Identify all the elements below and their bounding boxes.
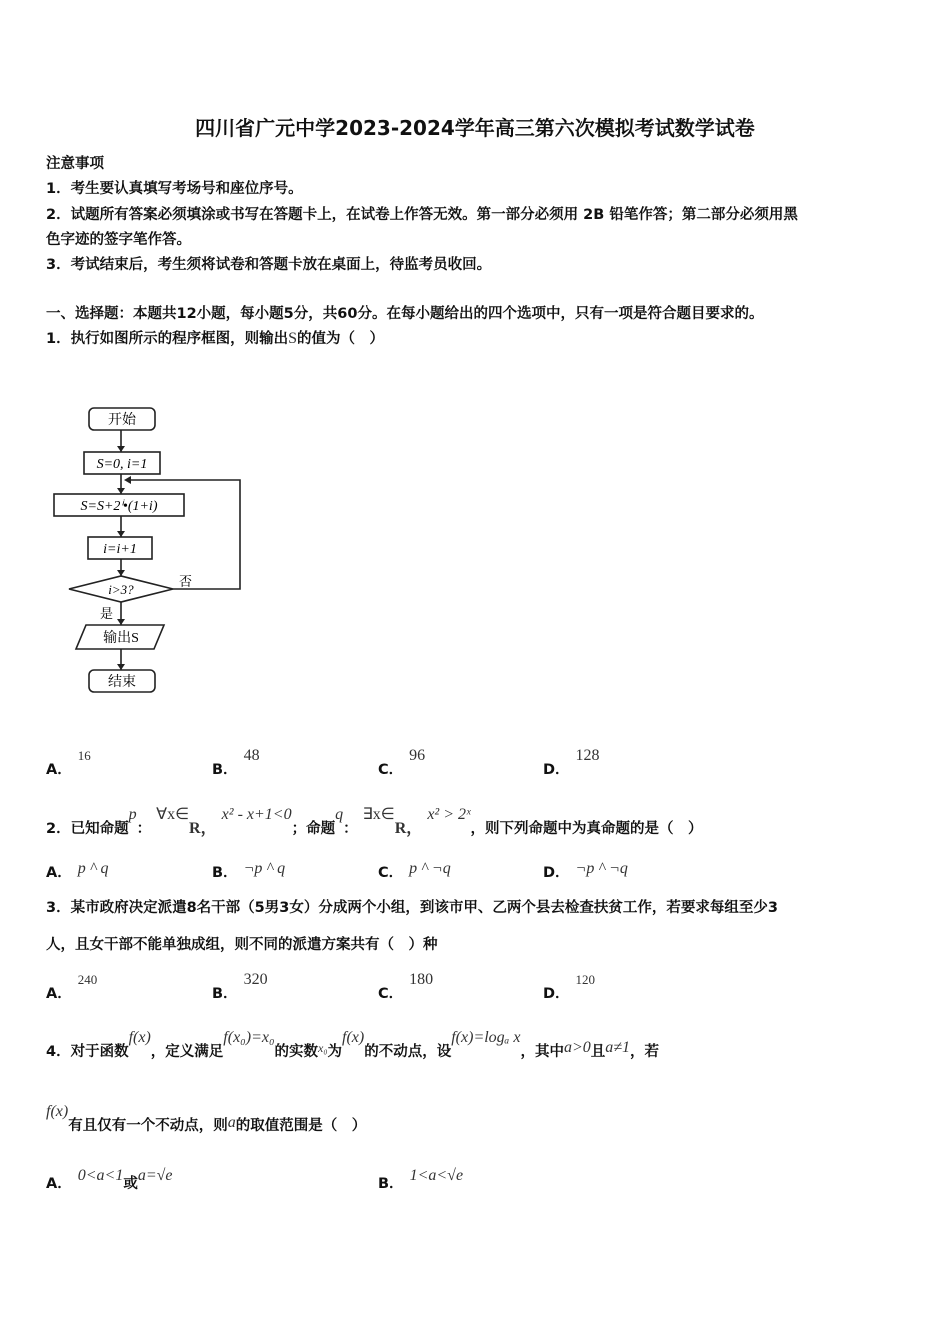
q2-R: R， [189,820,217,837]
q1-option-d[interactable] [543,747,600,779]
option-value: 1<a<√e [409,1167,464,1184]
q2-text: ；命题 [291,821,336,837]
q2-option-c[interactable] [378,861,451,882]
option-value: ¬p ^ ¬q [575,860,628,877]
q4-text: 的不动点，设 [364,1044,452,1060]
q4-math: f(x) [128,1029,151,1046]
q4-text: ，其中 [520,1044,564,1060]
q2-ineq1: x² - x+1<0 [221,806,292,823]
option-label: A． [46,986,72,1002]
q2-option-d[interactable] [543,861,628,882]
q4-math: x₀ [318,1041,328,1055]
flowchart [44,400,254,710]
q4-text: 且 [590,1044,606,1060]
q4-text: ，定义满足 [150,1044,224,1060]
option-label: A． [46,762,72,778]
q4-math: f(x) [342,1029,365,1046]
option-value: 0<a<1 [77,1167,124,1184]
q4-text: 有且仅有一个不动点，则 [68,1118,228,1134]
option-label: B． [212,762,238,778]
question-1 [46,327,384,348]
q4-math: a [227,1114,236,1131]
option-value: 16 [77,748,91,763]
option-label: D． [543,762,570,778]
notes-heading: 注意事项 [46,156,104,172]
flow-no-label: 否 [179,574,193,589]
q1-text: 1．执行如图所示的程序框图，则输出 [46,331,289,347]
q3-option-c[interactable] [378,971,434,1003]
q2-forall: ∀x∈ [156,806,190,823]
flow-start: 开始 [108,413,136,428]
q2-option-b[interactable] [212,861,285,882]
q4-text: 的实数 [274,1044,319,1060]
q4-math: f(x) [46,1103,69,1120]
option-value: 96 [409,747,426,764]
option-value: 128 [575,747,600,764]
q4-math: a>0 [563,1039,591,1056]
q3-option-a[interactable] [46,972,98,1003]
q4-text: 为 [327,1044,343,1060]
flow-output: 输出S [103,631,139,646]
q2-text: 2．已知命题 [46,821,129,837]
q1-var: S [288,330,297,347]
q2-option-a[interactable] [46,861,108,882]
note-item: 色字迹的签字笔作答。 [46,232,191,248]
q1-option-b[interactable] [212,747,260,779]
option-value: a=√e [137,1167,173,1184]
q4-option-b[interactable] [378,1167,464,1193]
flow-increment: i=i+1 [103,542,137,557]
option-value: 180 [409,971,434,988]
page-title: 四川省广元中学2023-2024学年高三第六次模拟考试数学试卷 [195,116,755,140]
q2-ineq2: x² > 2ˣ [427,806,471,823]
option-label: B． [212,986,238,1002]
flow-init: S=0, i=1 [96,457,148,472]
option-label: D． [543,986,570,1002]
q4-text: 4．对于函数 [46,1044,129,1060]
option-value: 240 [77,972,98,987]
q4-text: ，若 [630,1044,660,1060]
q2-R: R， [394,820,423,837]
option-label: C． [378,865,404,881]
option-value: p ^ q [77,860,109,877]
q2-text: ，则下列命题中为真命题的是（ ） [470,821,703,837]
note-item: 1．考生要认真填写考场号和座位序号。 [46,181,303,197]
q4-math: f(x)=logₐ x [451,1029,521,1046]
q1-text: 的值为（ ） [297,331,384,347]
flow-condition: i>3? [108,582,134,597]
q4-math: a≠1 [605,1039,631,1056]
flow-end: 结束 [108,675,136,690]
q4-option-a[interactable] [46,1167,173,1193]
question-4-line2 [46,1103,367,1135]
flow-update: S=S+2ⁱ•(1+i) [80,499,158,514]
section-heading: 一、选择题：本题共12小题，每小题5分，共60分。在每小题给出的四个选项中，只有一项是符合题目要求的。 [46,306,764,322]
note-item: 2．试题所有答案必须填涂或书写在答题卡上，在试卷上作答无效。第一部分必须用 2B 铅笔作答；第二部分必须用黑 [46,207,798,223]
option-label: A． [46,865,72,881]
question-3-line2: 人，且女干部不能单独成组，则不同的派遣方案共有（ ）种 [46,937,438,953]
q2-exists: ∃x∈ [362,806,395,823]
q2-text: ： [136,821,152,837]
question-2 [46,806,703,838]
q2-p: p [128,806,137,823]
option-or: 或 [123,1176,138,1192]
option-label: A． [46,1176,72,1192]
option-label: B． [212,865,238,881]
question-4-line1 [46,1029,660,1061]
q3-option-b[interactable] [212,971,268,1003]
option-value: 120 [575,972,596,987]
option-label: C． [378,762,404,778]
option-value: 48 [243,747,260,764]
q1-option-a[interactable] [46,748,91,779]
option-value: ¬p ^ q [243,860,286,877]
option-label: C． [378,986,404,1002]
question-3-line1: 3．某市政府决定派遣8名干部（5男3女）分成两个小组，到该市甲、乙两个县去检查扶贫工作，若要求每组至少3 [46,900,778,916]
q3-option-d[interactable] [543,972,596,1003]
q2-q: q [335,806,344,823]
option-value: 320 [243,971,268,988]
q2-text: ： [343,821,358,837]
option-label: D． [543,865,570,881]
note-item: 3．考试结束后，考生须将试卷和答题卡放在桌面上，待监考员收回。 [46,257,492,273]
option-value: p ^ ¬q [409,860,451,877]
flow-yes-label: 是 [100,606,114,621]
option-label: B． [378,1176,404,1192]
q1-option-c[interactable] [378,747,426,779]
q4-math: f(x₀)=x₀ [223,1029,275,1046]
q4-text: 的取值范围是（ ） [235,1118,367,1134]
